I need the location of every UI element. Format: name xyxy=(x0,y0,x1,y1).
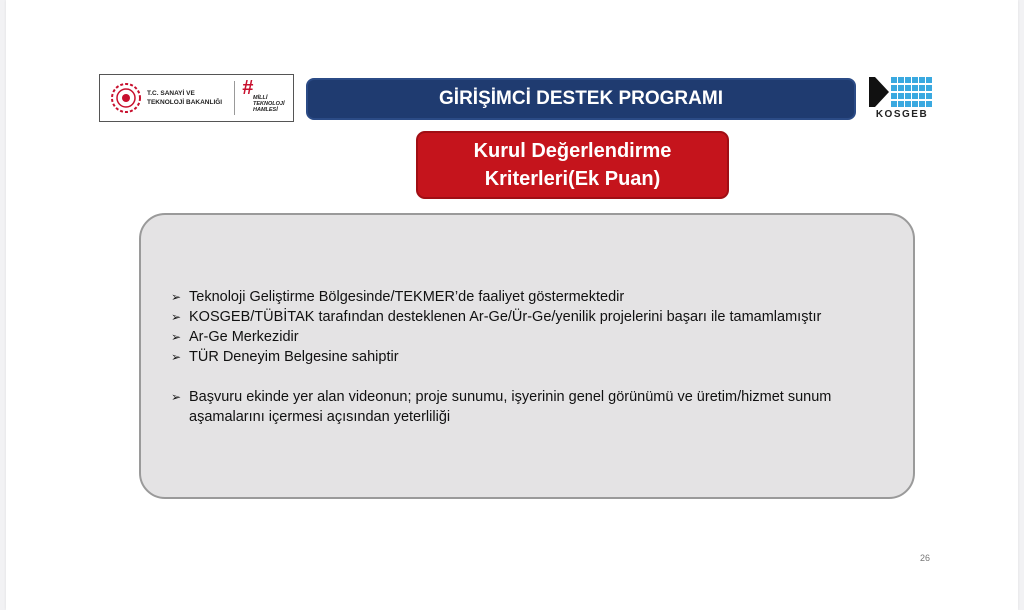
list-item xyxy=(171,287,901,307)
ministry-logo xyxy=(99,74,294,122)
subtitle-box: Kurul Değerlendirme Kriterleri(Ek Puan) xyxy=(416,131,729,199)
list-item xyxy=(171,387,901,427)
arrow-bullet-icon: ➢ xyxy=(171,330,182,344)
arrow-bullet-icon: ➢ xyxy=(171,290,182,304)
arrow-bullet-icon: ➢ xyxy=(171,350,182,364)
logo-divider xyxy=(234,81,235,115)
kosgeb-logo xyxy=(867,76,937,121)
slide xyxy=(6,0,1018,610)
criteria-text: TÜR Deneyim Belgesine sahiptir xyxy=(189,349,399,365)
criteria-text: KOSGEB/TÜBİTAK tarafından desteklenen Ar-Ge/Ür-Ge/yenilik projelerini başarı ile tamamlamıştır xyxy=(189,309,822,325)
list-item xyxy=(171,327,901,347)
ministry-emblem-icon xyxy=(110,82,142,114)
criteria-list xyxy=(171,287,901,427)
criteria-text: Teknoloji Geliştirme Bölgesinde/TEKMER’de faaliyet göstermektedir xyxy=(189,289,625,305)
criteria-text: Başvuru ekinde yer alan videonun; proje sunumu, işyerinin genel görünümü ve üretim/hizmet sunum aşamalarını içermesi açısından yeterliliği xyxy=(189,389,832,425)
criteria-box xyxy=(139,213,915,499)
ministry-name: T.C. SANAYİ VE TEKNOLOJİ BAKANLIĞI xyxy=(147,90,223,106)
list-item xyxy=(171,347,901,367)
mtk-text: MİLLİ TEKNOLOJİ HAMLESİ xyxy=(253,95,285,113)
page-number: 26 xyxy=(920,553,931,563)
arrow-bullet-icon: ➢ xyxy=(171,390,182,404)
mtk-hash-icon: # xyxy=(242,77,254,99)
criteria-text: Ar-Ge Merkezidir xyxy=(189,329,299,345)
arrow-bullet-icon: ➢ xyxy=(171,310,182,324)
kosgeb-text: KOSGEB xyxy=(875,109,929,120)
kosgeb-grid-icon xyxy=(867,76,937,108)
list-item xyxy=(171,307,901,327)
program-title-banner: GİRİŞİMCİ DESTEK PROGRAMI xyxy=(306,78,856,120)
